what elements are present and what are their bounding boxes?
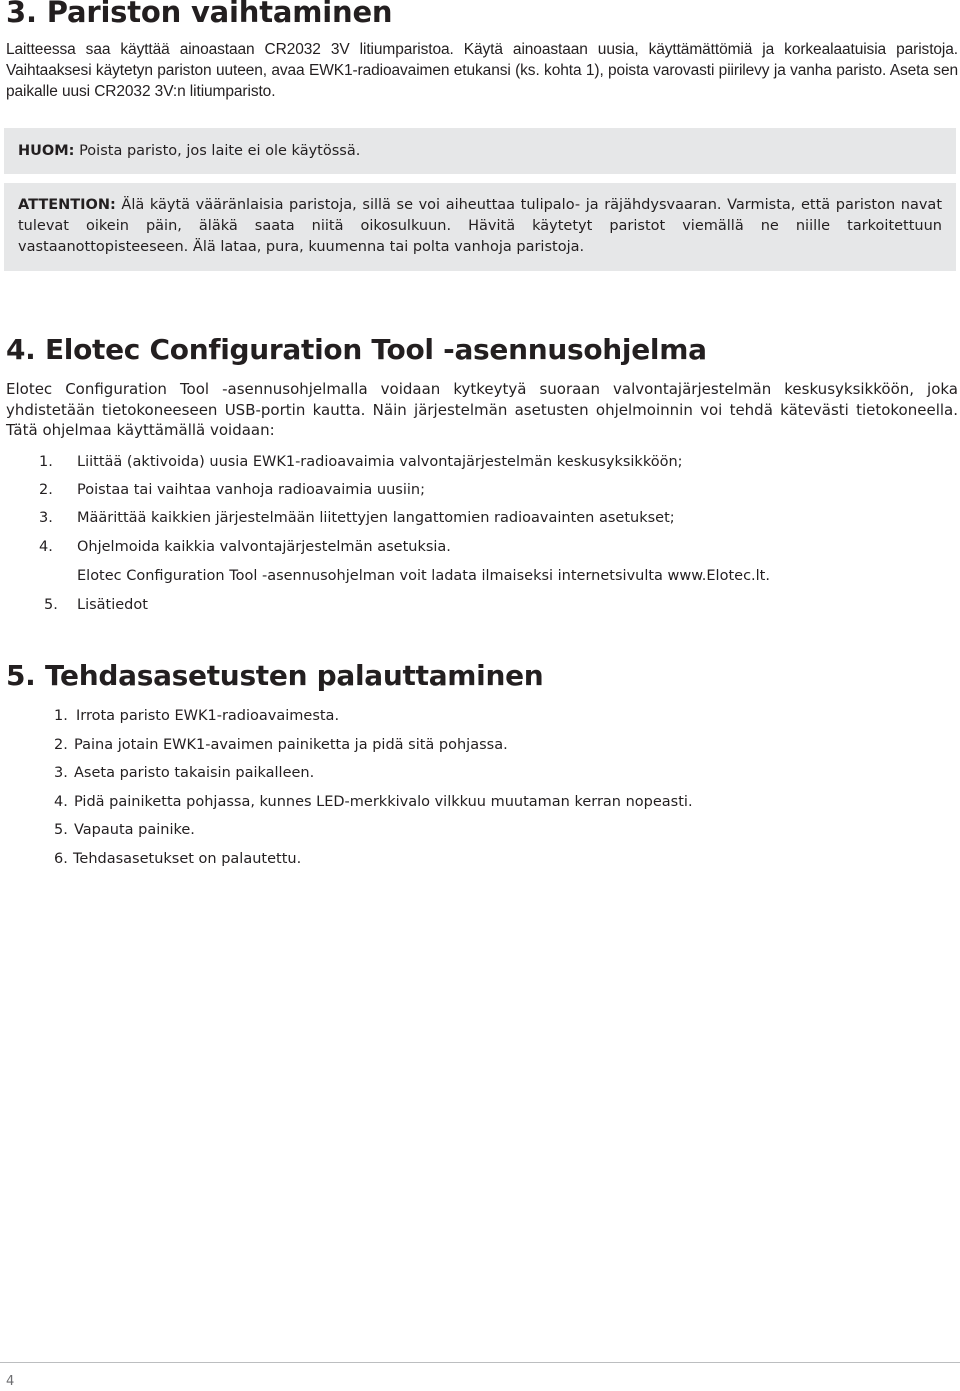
- list-item-number: 5.: [54, 822, 68, 838]
- list-item-number: 2.: [39, 482, 53, 498]
- section-4-paragraph: Elotec Configuration Tool -asennusohjelmalla voidaan kytkeytyä suoraan valvontajärjestelmän keskusyksikköön, joka yhdistetään tietokoneeseen USB-portin kautta. Näin järjestelmän asetusten ohjelmoinnin voi tehdä kätevästi tietokoneella. Tätä ohjelmaa käyttämällä voidaan:: [6, 380, 958, 439]
- section-3-paragraph: Laitteessa saa käyttää ainoastaan CR2032 3V litiumparistoa. Käytä ainoastaan uusia, käyttämättömiä ja korkealaatuisia paristoja. Vaihtaaksesi käytetyn pariston uuteen, avaa EWK1-radioavaimen etukansi (ks. kohta 1), poista varovasti piirilevy ja vanha paristo. Aseta sen paikalle uusi CR2032 3V:n litiumparisto.: [6, 41, 958, 100]
- list-item-number: 6.: [54, 851, 68, 867]
- list-item-text: Lisätiedot: [77, 597, 148, 613]
- list-item-text: Määrittää kaikkien järjestelmään liitettyjen langattomien radioavainten asetukset;: [77, 510, 675, 526]
- list-item-text: Vapauta painike.: [74, 822, 195, 838]
- footer-divider: [0, 1362, 960, 1363]
- note-label: HUOM:: [18, 143, 75, 159]
- list-item-text: Irrota paristo EWK1-radioavaimesta.: [76, 708, 340, 724]
- list-item-number: 3.: [54, 765, 68, 781]
- attention-box: [4, 183, 956, 271]
- list-item-number: 4.: [54, 794, 68, 810]
- list-item-text: Ohjelmoida kaikkia valvontajärjestelmän asetuksia.: [77, 539, 451, 555]
- attention-text: Älä käytä vääränlaisia paristoja, sillä se voi aiheuttaa tulipalo- ja räjähdysvaaran. Varmista, että pariston navat tulevat oikein päin, äläkä saata niitä oikosulkuun. Hävitä käytetyt paristot viemällä ne niille tarkoitettuun vastaanottopisteeseen. Älä lataa, pura, kuumenna tai polta vanhoja paristoja.: [18, 197, 942, 255]
- page-number: 4: [6, 1374, 15, 1389]
- list-item-text: Aseta paristo takaisin paikalleen.: [74, 765, 315, 781]
- attention-label: ATTENTION:: [18, 197, 116, 213]
- list-item-text: Poistaa tai vaihtaa vanhoja radioavaimia uusiin;: [77, 482, 425, 498]
- section-5-title: 5. Tehdasasetusten palauttaminen: [6, 659, 544, 692]
- list-item-text: Tehdasasetukset on palautettu.: [73, 851, 302, 867]
- section-3-title: 3. Pariston vaihtaminen: [6, 0, 393, 29]
- list-item-number: 4.: [39, 539, 53, 555]
- list-item-text: Paina jotain EWK1-avaimen painiketta ja pidä sitä pohjassa.: [74, 737, 508, 753]
- list-item-number: 3.: [39, 510, 53, 526]
- download-note: Elotec Configuration Tool -asennusohjelman voit ladata ilmaiseksi internetsivulta www.Elotec.lt.: [77, 568, 770, 584]
- section-4-title: 4. Elotec Configuration Tool -asennusohjelma: [6, 333, 707, 366]
- list-item-text: Liittää (aktivoida) uusia EWK1-radioavaimia valvontajärjestelmän keskusyksikköön;: [77, 454, 683, 470]
- note-box: [4, 128, 956, 174]
- list-item-text: Pidä painiketta pohjassa, kunnes LED-merkkivalo vilkkuu muutaman kerran nopeasti.: [74, 794, 693, 810]
- list-item-number: 1.: [39, 454, 53, 470]
- list-item-number: 5.: [44, 597, 58, 613]
- note-text: Poista paristo, jos laite ei ole käytössä.: [79, 143, 361, 159]
- list-item-number: 2.: [54, 737, 68, 753]
- list-item-number: 1.: [54, 708, 68, 724]
